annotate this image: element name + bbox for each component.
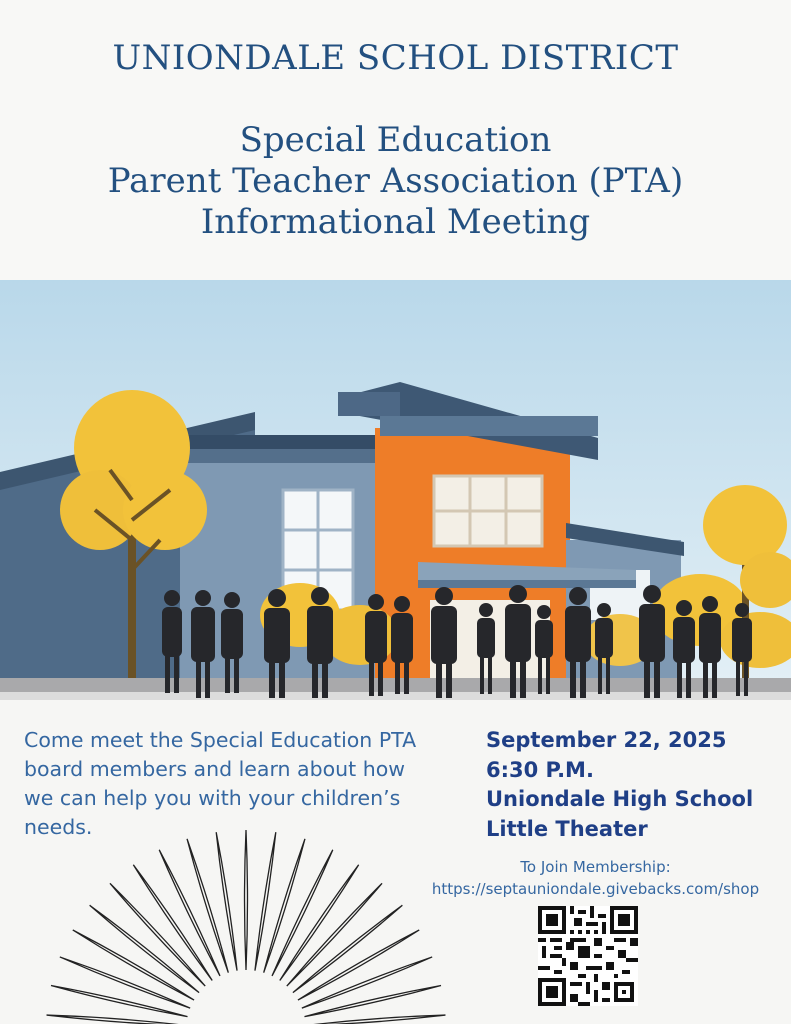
sunburst-ray (245, 830, 248, 970)
title-line-3: Informational Meeting (200, 202, 591, 242)
qr-code-icon[interactable] (538, 906, 638, 1006)
invitation-line-2: board members and learn about how (24, 757, 406, 781)
school-illustration (0, 280, 791, 700)
sunburst-ray (304, 985, 440, 1016)
title-line-2: Parent Teacher Association (PTA) (107, 161, 684, 201)
sunburst-ray (255, 832, 276, 970)
sunburst-ray (47, 1015, 187, 1024)
invitation-line-1: Come meet the Special Education PTA (24, 728, 417, 752)
membership-link[interactable]: https://septauniondale.givebacks.com/shop (431, 880, 760, 898)
event-time: 6:30 P.M. (486, 757, 594, 782)
sunburst-ray (216, 832, 237, 970)
sunburst-decoration-icon (36, 820, 456, 1024)
invitation-line-4: needs. (24, 815, 93, 839)
invitation-line-3: we can help you with your children’s (24, 786, 401, 810)
sunburst-ray (298, 930, 419, 1000)
sunburst-ray (51, 985, 187, 1016)
event-room: Little Theater (486, 816, 648, 841)
membership-info (400, 856, 791, 900)
event-details (486, 726, 786, 844)
sunburst-ray (306, 1015, 446, 1024)
event-date: September 22, 2025 (486, 728, 727, 752)
flyer-header (0, 0, 791, 280)
event-venue: Uniondale High School (486, 787, 754, 811)
meeting-title (0, 120, 791, 243)
membership-label: To Join Membership: (520, 858, 671, 876)
school-scene-svg (0, 280, 791, 700)
title-line-1: Special Education (239, 120, 552, 160)
sunburst-ray (73, 930, 194, 1000)
district-name: UNIONDALE SCHOL DISTRICT (112, 38, 679, 78)
